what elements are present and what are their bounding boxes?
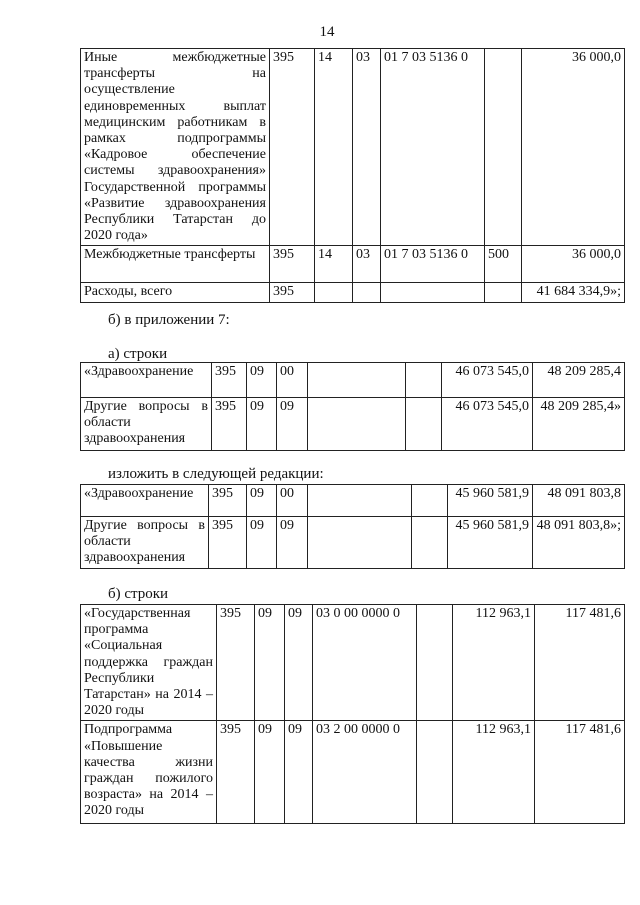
expense-type-code <box>417 605 453 721</box>
expenses-table <box>80 48 625 303</box>
expense-type-code <box>485 49 522 246</box>
row-description: Подпрограмма «Повышение качества жизни граждан пожилого возраста» на 2014 – 2020 годы <box>81 721 217 824</box>
table-row <box>81 605 625 721</box>
table-row <box>81 363 625 398</box>
amount-year-1: 112 963,1 <box>453 721 535 824</box>
amount-year-1: 112 963,1 <box>453 605 535 721</box>
table-row <box>81 283 625 302</box>
page-number: 14 <box>319 24 335 40</box>
program-rows-table <box>80 604 625 824</box>
section-code: 09 <box>247 485 277 517</box>
subsection-code: 03 <box>353 49 381 246</box>
section-code: 14 <box>315 49 353 246</box>
ministry-code: 395 <box>212 398 247 451</box>
row-description: «Здравоохранение <box>81 363 212 398</box>
ministry-code: 395 <box>217 721 255 824</box>
ministry-code: 395 <box>270 283 315 302</box>
amount: 41 684 334,9»; <box>522 283 625 302</box>
subsection-code: 03 <box>353 246 381 283</box>
subsection-code: 09 <box>277 517 308 569</box>
row-description: Другие вопросы в области здравоохранения <box>81 517 209 569</box>
target-article-code <box>308 517 412 569</box>
section-code <box>315 283 353 302</box>
subsection-heading: б) строки <box>108 586 169 602</box>
ministry-code: 395 <box>217 605 255 721</box>
amount-year-2: 48 091 803,8 <box>533 485 625 517</box>
ministry-code: 395 <box>209 485 247 517</box>
section-heading: б) в приложении 7: <box>108 312 230 328</box>
ministry-code: 395 <box>212 363 247 398</box>
target-article-code <box>308 485 412 517</box>
subsection-heading: а) строки <box>108 346 168 362</box>
amount-year-2: 48 209 285,4 <box>533 363 625 398</box>
expense-type-code <box>417 721 453 824</box>
expense-type-code <box>412 485 448 517</box>
amount-year-1: 45 960 581,9 <box>448 485 533 517</box>
old-rows-table <box>80 362 625 451</box>
replace-heading: изложить в следующей редакции: <box>108 466 324 482</box>
expense-type-code: 500 <box>485 246 522 283</box>
table-row <box>81 517 625 569</box>
table-row <box>81 49 625 246</box>
section-code: 09 <box>255 721 285 824</box>
row-description: «Здравоохранение <box>81 485 209 517</box>
target-article-code <box>308 363 406 398</box>
amount: 36 000,0 <box>522 246 625 283</box>
row-description: Расходы, всего <box>81 283 270 302</box>
table-row <box>81 398 625 451</box>
expense-type-code <box>406 363 442 398</box>
table-row <box>81 485 625 517</box>
target-article-code: 01 7 03 5136 0 <box>381 246 485 283</box>
section-code: 09 <box>247 517 277 569</box>
table-row <box>81 721 625 824</box>
amount-year-2: 48 091 803,8»; <box>533 517 625 569</box>
new-rows-table <box>80 484 625 569</box>
section-code: 09 <box>247 398 277 451</box>
subsection-code: 09 <box>285 605 313 721</box>
row-description: Межбюджетные трансферты <box>81 246 270 283</box>
amount-year-1: 45 960 581,9 <box>448 517 533 569</box>
target-article-code <box>308 398 406 451</box>
target-article-code: 03 2 00 0000 0 <box>313 721 417 824</box>
subsection-code: 09 <box>285 721 313 824</box>
expense-type-code <box>406 398 442 451</box>
amount-year-2: 117 481,6 <box>535 605 625 721</box>
amount-year-2: 117 481,6 <box>535 721 625 824</box>
section-code: 09 <box>247 363 277 398</box>
subsection-code: 09 <box>277 398 308 451</box>
subsection-code: 00 <box>277 363 308 398</box>
ministry-code: 395 <box>270 246 315 283</box>
row-description: Другие вопросы в области здравоохранения <box>81 398 212 451</box>
target-article-code <box>381 283 485 302</box>
subsection-code: 00 <box>277 485 308 517</box>
row-description: Иные межбюджетные трансферты на осуществление единовременных выплат медицинским работникам в рамках подпрограммы «Кадровое обеспечение системы здравоохранения» Государственной программы «Развитие здравоохранения Республики Татарстан до 2020 года» <box>81 49 270 246</box>
amount: 36 000,0 <box>522 49 625 246</box>
table-row <box>81 246 625 283</box>
expense-type-code <box>412 517 448 569</box>
amount-year-1: 46 073 545,0 <box>442 398 533 451</box>
amount-year-2: 48 209 285,4» <box>533 398 625 451</box>
ministry-code: 395 <box>209 517 247 569</box>
target-article-code: 01 7 03 5136 0 <box>381 49 485 246</box>
row-description: «Государственная программа «Социальная поддержка граждан Республики Татарстан» на 2014 – 2020 годы <box>81 605 217 721</box>
section-code: 14 <box>315 246 353 283</box>
expense-type-code <box>485 283 522 302</box>
amount-year-1: 46 073 545,0 <box>442 363 533 398</box>
section-code: 09 <box>255 605 285 721</box>
target-article-code: 03 0 00 0000 0 <box>313 605 417 721</box>
ministry-code: 395 <box>270 49 315 246</box>
subsection-code <box>353 283 381 302</box>
